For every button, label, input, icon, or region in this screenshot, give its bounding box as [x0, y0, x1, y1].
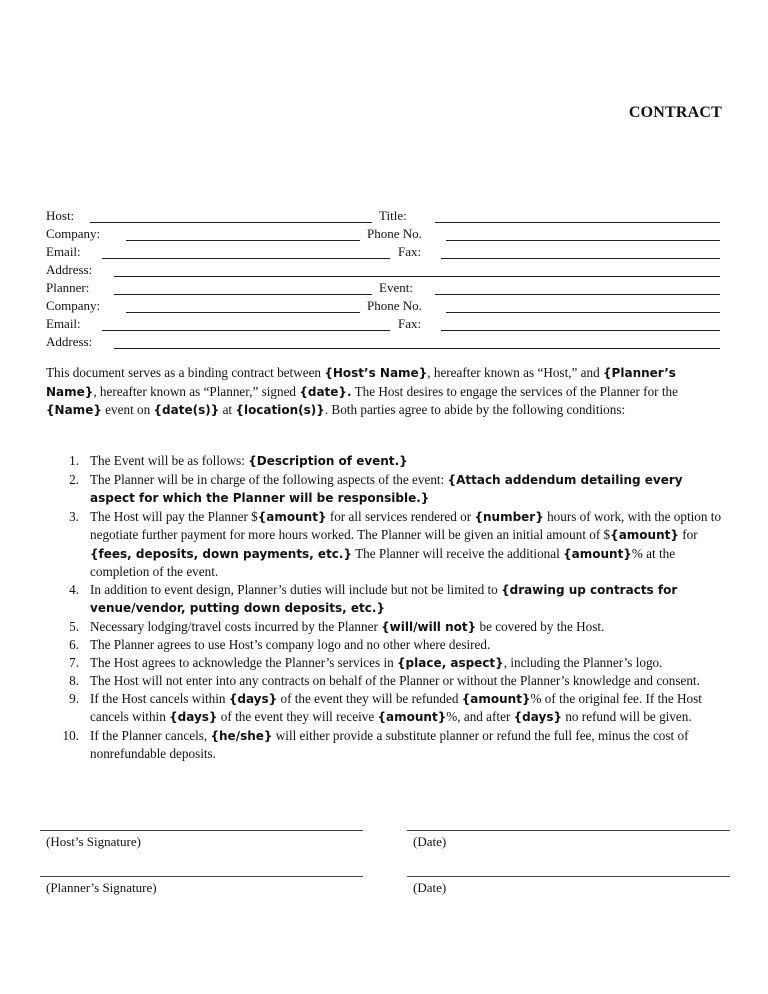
intro-text: at: [219, 402, 236, 417]
company-line[interactable]: [126, 240, 360, 241]
intro-paragraph: [46, 364, 722, 420]
condition-item: [46, 636, 722, 654]
planner-line[interactable]: [114, 294, 372, 295]
condition-placeholder: {days}: [513, 710, 563, 724]
condition-text: for: [678, 527, 698, 542]
intro-text: This document serves as a binding contract between: [46, 365, 325, 380]
field-row-planner-email: [46, 316, 720, 334]
condition-placeholder: {Attach addendum detailing every aspect for which the Planner will be responsible.}: [90, 472, 683, 505]
field-row-planner-address: [46, 334, 720, 352]
condition-text: %, and after: [446, 709, 514, 724]
condition-placeholder: {amount}: [461, 691, 531, 706]
condition-item: [46, 581, 722, 618]
document-title: CONTRACT: [628, 104, 722, 121]
event-label: Event:: [379, 280, 413, 295]
planner-address-label: Address:: [46, 334, 93, 349]
condition-number: 9.: [69, 690, 79, 706]
planner-signature-label: (Planner’s Signature): [46, 880, 157, 895]
conditions-list: [46, 452, 722, 763]
condition-text: will either provide a substitute planner or refund the full fee, minus the cost of nonrefundable deposits.: [90, 727, 689, 761]
host-date-label: (Date): [413, 834, 447, 849]
condition-text: In addition to event design, Planner’s duties will include but not be limited to: [90, 581, 502, 597]
condition-text: hours of work, with the option to negotiate further payment for more hours worked. The Planner will be given an initial amount of $: [90, 508, 722, 542]
planner-phone-label: Phone No.: [367, 298, 422, 313]
title-label: Title:: [379, 208, 407, 223]
condition-text: The Planner agrees to use Host’s company logo and no other where desired.: [90, 637, 491, 652]
condition-item: [46, 690, 722, 727]
fax-line[interactable]: [441, 258, 720, 259]
planner-company-line[interactable]: [126, 312, 360, 313]
host-date-line[interactable]: [407, 830, 730, 831]
condition-placeholder: {number}: [474, 509, 544, 524]
phone-line[interactable]: [446, 240, 720, 241]
condition-placeholder: {days}: [228, 691, 278, 706]
planner-date-line[interactable]: [407, 876, 730, 877]
condition-text: of the event they will receive: [217, 709, 378, 724]
condition-item: [46, 618, 722, 637]
host-line[interactable]: [90, 222, 372, 223]
condition-text: Necessary lodging/travel costs incurred by the Planner: [90, 618, 382, 634]
condition-item: [46, 727, 722, 763]
phone-label: Phone No.: [367, 226, 422, 241]
condition-placeholder: {amount}: [563, 546, 632, 561]
condition-number: 7.: [69, 654, 79, 670]
host-signature-line[interactable]: [40, 830, 363, 831]
party-fields: [46, 208, 720, 352]
condition-number: 3.: [69, 508, 79, 524]
planner-email-line[interactable]: [102, 330, 390, 331]
planner-phone-line[interactable]: [446, 312, 720, 313]
condition-item: [46, 654, 722, 673]
condition-text: The Host will pay the Planner $: [90, 508, 258, 524]
condition-item: [46, 508, 722, 581]
condition-text: The Event will be as follows:: [90, 453, 249, 468]
address-line[interactable]: [114, 276, 720, 277]
condition-placeholder: {amount}: [377, 710, 447, 724]
condition-text: % at the completion of the event.: [90, 545, 676, 579]
condition-text: The Host will not enter into any contracts on behalf of the Planner or without the Planner’s knowledge and consent.: [90, 673, 700, 688]
intro-text: , hereafter known as “Host,” and: [427, 365, 604, 380]
condition-placeholder: {will/will not}: [381, 619, 477, 634]
field-row-host: [46, 208, 720, 226]
event-dates-placeholder: {date(s)}: [153, 403, 220, 417]
host-name-placeholder: {Host’s Name}: [324, 366, 428, 380]
condition-number: 6.: [69, 637, 79, 652]
condition-text: be covered by the Host.: [476, 618, 605, 634]
email-label: Email:: [46, 244, 81, 259]
condition-number: 10.: [62, 727, 79, 743]
condition-text: If the Host cancels within: [90, 690, 229, 706]
condition-item: [46, 471, 722, 508]
planner-email-label: Email:: [46, 316, 81, 331]
fax-label: Fax:: [398, 244, 422, 259]
condition-text: The Host agrees to acknowledge the Planner’s services in: [90, 654, 398, 670]
condition-text: , including the Planner’s logo.: [503, 654, 663, 670]
condition-placeholder: {Description of event.}: [248, 454, 408, 468]
condition-number: 1.: [69, 453, 79, 468]
field-row-planner-company: [46, 298, 720, 316]
planner-address-line[interactable]: [114, 348, 720, 349]
condition-placeholder: {days}: [169, 710, 218, 724]
title-line[interactable]: [435, 222, 720, 223]
field-row-planner: [46, 280, 720, 298]
planner-signature-line[interactable]: [40, 876, 363, 877]
company-label: Company:: [46, 226, 101, 241]
condition-text: of the event they will be refunded: [277, 690, 462, 706]
address-label: Address:: [46, 262, 93, 277]
condition-number: 5.: [69, 618, 79, 634]
host-label: Host:: [46, 208, 75, 223]
condition-placeholder: {drawing up contracts for venue/vendor, putting down deposits, etc.}: [90, 582, 678, 615]
planner-company-label: Company:: [46, 298, 101, 313]
condition-placeholder: {he/she}: [210, 728, 273, 743]
condition-placeholder: {place, aspect}: [397, 655, 504, 670]
condition-number: 4.: [69, 581, 79, 597]
planner-date-label: (Date): [413, 880, 447, 895]
condition-placeholder: {fees, deposits, down payments, etc.}: [90, 546, 353, 561]
intro-text: , hereafter known as “Planner,” signed: [93, 383, 300, 399]
condition-text: % of the original fee. If the Host cancels within: [90, 690, 702, 724]
condition-placeholder: {amount}: [610, 528, 679, 542]
condition-text: If the Planner cancels,: [90, 727, 211, 743]
condition-item: [46, 452, 722, 471]
host-signature-label: (Host’s Signature): [46, 834, 141, 849]
field-row-email: [46, 244, 720, 262]
condition-text: no refund will be given.: [562, 709, 692, 724]
planner-name-placeholder: {Planner’s Name}: [46, 366, 676, 399]
intro-text: event on: [101, 402, 154, 417]
intro-text: The Host desires to engage the services of the Planner for the: [351, 383, 678, 399]
event-line[interactable]: [435, 294, 720, 295]
condition-text: The Planner will be in charge of the following aspects of the event:: [90, 471, 448, 487]
condition-text: for all services rendered or: [326, 508, 475, 524]
email-line[interactable]: [102, 258, 390, 259]
locations-placeholder: {location(s)}: [235, 403, 325, 417]
planner-fax-line[interactable]: [441, 330, 720, 331]
date-placeholder: {date}.: [299, 384, 352, 399]
intro-text: . Both parties agree to abide by the following conditions:: [324, 402, 626, 417]
planner-fax-label: Fax:: [398, 316, 422, 331]
condition-item: [46, 672, 722, 690]
condition-placeholder: {amount}: [257, 509, 327, 524]
field-row-address: [46, 262, 720, 280]
condition-number: 8.: [69, 673, 79, 688]
condition-number: 2.: [69, 471, 79, 487]
condition-text: The Planner will receive the additional: [352, 545, 564, 561]
event-name-placeholder: {Name}: [46, 403, 102, 417]
field-row-company: [46, 226, 720, 244]
planner-label: Planner:: [46, 280, 90, 295]
